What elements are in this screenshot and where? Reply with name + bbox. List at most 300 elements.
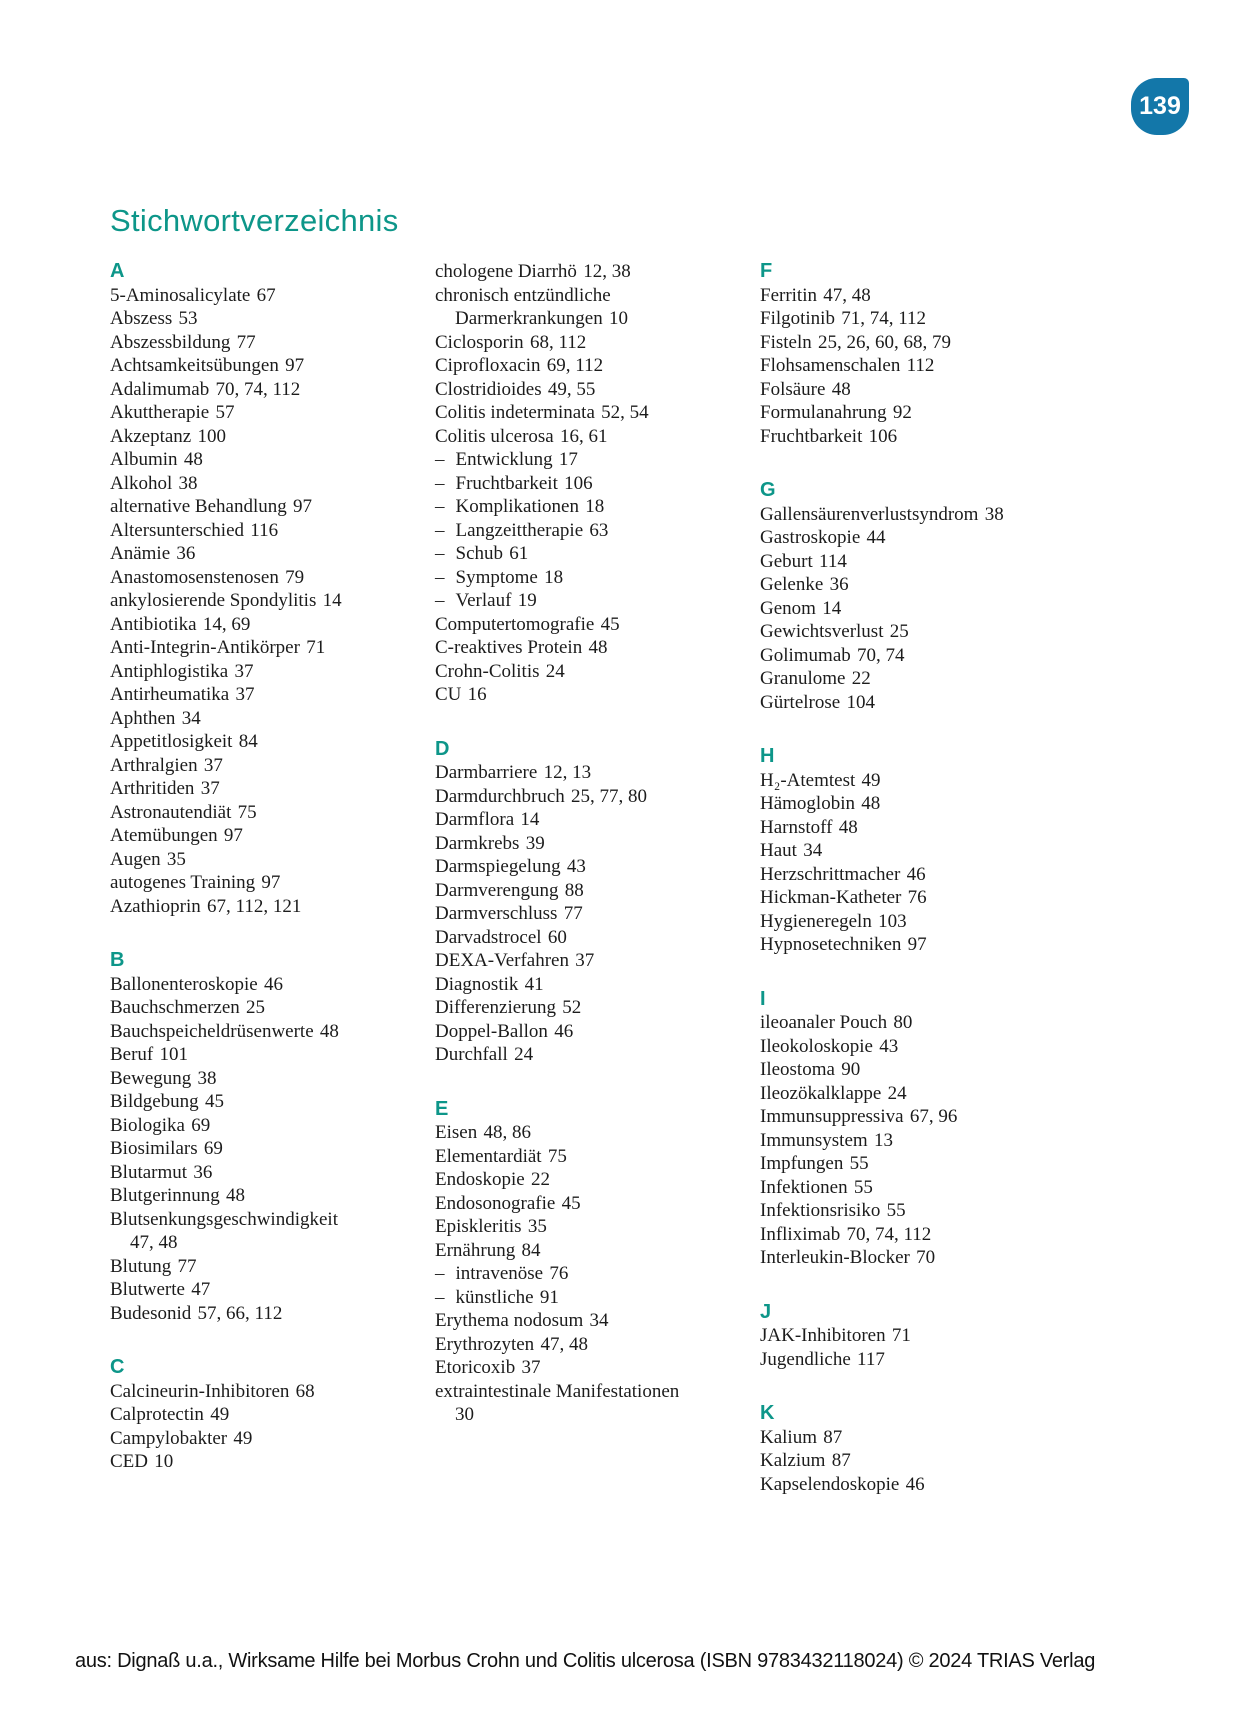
entry-page-numbers: 70, 74 [857,644,905,666]
entry-page-numbers: 70, 74, 112 [215,378,301,400]
index-entry [435,378,750,402]
index-entry [760,933,1075,957]
entry-term: chologene Diarrhö [435,261,577,282]
index-entry [760,378,1075,402]
entry-page-numbers: 69 [203,1138,223,1159]
entry-page-numbers: 88 [564,879,584,901]
entry-page-numbers: 38 [197,1067,217,1089]
index-entry [760,792,1075,816]
entry-term: Kapselendoskopie [760,1473,900,1495]
index-entry [760,644,1075,668]
entry-term: Flohsamenschalen [760,355,901,376]
entry-term: Anti-Integrin-Antikörper [110,637,300,658]
entry-page-numbers: 22 [851,668,871,689]
entry-term: Blutarmut [110,1161,188,1183]
entry-page-numbers: 49 [861,769,881,791]
index-entry [110,754,425,778]
entry-term: Crohn-Colitis [435,660,540,682]
index-entry [110,895,425,919]
entry-page-numbers: 16, 61 [560,425,608,447]
entry-term: Anastomosenstenosen [110,566,279,588]
entry-page-numbers: 43 [879,1035,899,1057]
index-entry [110,1278,425,1302]
entry-term: Gürtelrose [760,691,841,713]
entry-page-numbers: 70, 74, 112 [846,1223,932,1245]
index-entry [110,1067,425,1091]
index-subentry [435,448,750,472]
index-entry [110,472,425,496]
index-section-G [760,479,1075,714]
index-entry [110,1020,425,1044]
entry-page-numbers: 47, 48 [823,284,871,306]
entry-page-numbers: 10 [608,308,628,329]
entry-page-numbers: 117 [857,1348,885,1370]
entry-term: Kalium [760,1426,817,1448]
entry-page-numbers: 46 [906,863,926,885]
entry-page-numbers: 79 [285,566,305,588]
index-entry [435,636,750,660]
entry-page-numbers: 114 [819,550,847,572]
entry-term: Abszessbildung [110,331,231,353]
section-letter: B [110,949,125,971]
index-entry [110,1427,425,1451]
index-entry [435,1168,750,1192]
entry-page-numbers: 16 [467,684,487,705]
section-letter: H [760,745,775,767]
index-entry [435,761,750,785]
index-entry [110,566,425,590]
entry-page-numbers: 48, 86 [483,1122,531,1143]
index-entry [110,801,425,825]
entry-page-numbers: 92 [892,402,912,423]
index-entry [435,284,750,331]
entry-page-numbers: 60 [547,926,567,948]
section-letter: D [435,737,450,760]
index-entry [435,808,750,832]
subentry-dash-marker: – [435,496,445,517]
entry-term: DEXA-Verfahren [435,950,569,971]
index-entry [435,1121,750,1145]
index-entry [435,260,750,284]
entry-page-numbers: 100 [197,425,226,447]
index-entry [435,926,750,950]
index-columns [110,260,1075,1496]
entry-page-numbers: 47, 48 [540,1333,588,1355]
entry-page-numbers: 53 [178,308,198,329]
entry-term: Eisen [435,1122,478,1143]
entry-page-numbers: 25, 77, 80 [571,785,648,807]
entry-page-numbers: 97 [293,496,313,517]
entry-term: Interleukin-Blocker [760,1247,910,1268]
entry-page-numbers: 18 [544,566,564,588]
index-entry [110,1380,425,1404]
entry-term: Biologika [110,1114,185,1136]
entry-page-numbers: 24 [514,1044,534,1065]
index-entry [760,573,1075,597]
index-entry [760,1246,1075,1270]
index-subentry [435,542,750,566]
index-entry [110,683,425,707]
entry-term: Alkohol [110,472,173,494]
index-entry [110,378,425,402]
subentry-dash-marker: – [435,1286,445,1308]
entry-term: JAK-Inhibitoren [760,1325,886,1346]
entry-page-numbers: 37 [234,660,254,682]
entry-term: Anämie [110,543,171,564]
entry-term: H₂-Atemtest [760,769,856,791]
entry-page-numbers: 76 [549,1263,569,1284]
index-entry [110,495,425,519]
entry-page-numbers: 14 [520,809,540,830]
index-subentry [435,472,750,496]
entry-term: Komplikationen [455,496,579,517]
entry-term: Computertomografie [435,613,595,635]
entry-page-numbers: 84 [238,731,258,752]
entry-term: Endosonografie [435,1192,556,1214]
index-entry [435,832,750,856]
entry-page-numbers: 69 [191,1114,211,1136]
entry-page-numbers: 19 [517,590,537,611]
index-entry [760,1199,1075,1223]
entry-term: autogenes Training [110,872,256,893]
entry-page-numbers: 34 [181,707,201,729]
entry-term: ankylosierende Spondylitis [110,590,317,611]
index-entry [435,1380,750,1427]
entry-page-numbers: 37 [235,684,255,705]
index-subentry [435,566,750,590]
index-entry [760,401,1075,425]
index-entry [110,448,425,472]
entry-term: CED [110,1451,148,1472]
index-entry [110,871,425,895]
entry-term: Hickman-Katheter [760,887,902,908]
index-section-K [760,1402,1075,1496]
entry-term: Ciclosporin [435,331,524,353]
entry-term: Ileokoloskopie [760,1035,873,1057]
entry-term: Ciprofloxacin [435,355,541,376]
entry-term: Langzeittherapie [455,519,584,541]
entry-page-numbers: 101 [159,1044,189,1065]
entry-page-numbers: 106 [564,472,593,494]
entry-page-numbers: 63 [589,519,609,541]
entry-page-numbers: 71 [891,1325,911,1346]
entry-term: Verlauf [455,590,512,611]
section-letter: I [760,987,766,1010]
index-section-D [435,738,750,1067]
index-entry [435,1145,750,1169]
index-entry [110,401,425,425]
entry-term: Ballonenteroskopie [110,973,258,995]
index-entry [435,902,750,926]
entry-page-numbers: 12, 38 [583,261,631,282]
entry-page-numbers: 77 [177,1255,197,1277]
entry-page-numbers: 46 [554,1020,574,1042]
entry-term: ileoanaler Pouch [760,1012,888,1033]
index-entry [110,1255,425,1279]
entry-page-numbers: 35 [527,1216,547,1237]
entry-page-numbers: 112 [906,355,935,376]
index-entry [110,636,425,660]
index-entry [110,996,425,1020]
entry-page-numbers: 37 [203,754,223,776]
entry-term: Gewichtsverlust [760,621,884,642]
entry-term: Astronautendiät [110,801,232,823]
entry-page-numbers: 48 [226,1185,246,1206]
entry-term: Abszess [110,308,173,329]
entry-page-numbers: 25 [246,997,266,1018]
index-entry [110,777,425,801]
entry-page-numbers: 48 [831,378,851,400]
index-entry [110,542,425,566]
entry-page-numbers: 49 [233,1427,253,1449]
index-entry [760,620,1075,644]
entry-page-numbers: 17 [558,449,578,470]
entry-term: Arthralgien [110,754,198,776]
entry-term: Akuttherapie [110,402,210,423]
entry-term: Haut [760,840,797,861]
index-entry [110,589,425,613]
index-entry [435,785,750,809]
entry-term: CU [435,684,462,705]
index-entry [110,519,425,543]
entry-term: Schub [455,543,503,564]
entry-page-numbers: 97 [223,825,243,846]
entry-term: Antirheumatika [110,684,230,705]
entry-term: extraintestinale Manifestationen [435,1380,680,1402]
index-entry [760,667,1075,691]
entry-term: Altersunterschied [110,519,245,541]
entry-page-numbers: 24 [887,1082,907,1104]
index-entry [435,354,750,378]
entry-term: Antibiotika [110,613,197,635]
index-entry [435,949,750,973]
entry-term: Budesonid [110,1302,192,1324]
entry-page-numbers: 67, 96 [909,1106,958,1127]
entry-page-numbers: 57 [215,402,235,423]
index-entry [110,1090,425,1114]
entry-page-numbers: 97 [261,872,281,893]
index-section-H [760,745,1075,957]
index-section-F [760,260,1075,448]
entry-term: Diagnostik [435,973,519,995]
index-section-A [110,260,425,918]
index-entry [760,1176,1075,1200]
entry-term: Herzschrittmacher [760,863,901,885]
index-entry [435,1333,750,1357]
entry-page-numbers: 61 [509,543,529,564]
index-entry [760,1426,1075,1450]
entry-term: Blutung [110,1255,172,1277]
entry-page-numbers: 77 [563,903,583,924]
entry-term: Appetitlosigkeit [110,731,233,752]
entry-page-numbers: 70 [916,1247,936,1268]
entry-page-numbers: 67, 112, 121 [207,895,302,917]
entry-page-numbers: 14 [322,590,342,611]
index-section-I [760,988,1075,1270]
entry-term: Darmdurchbruch [435,785,565,807]
subentry-dash-marker: – [435,519,445,541]
entry-page-numbers: 41 [524,973,544,995]
entry-term: Erythrozyten [435,1333,535,1355]
entry-page-numbers: 14, 69 [202,613,251,635]
entry-term: Fruchtbarkeit [760,425,863,447]
entry-term: Bauchschmerzen [110,997,240,1018]
entry-page-numbers: 24 [545,660,565,682]
entry-page-numbers: 44 [866,527,886,548]
entry-term: Calprotectin [110,1404,204,1425]
entry-page-numbers: 37 [521,1357,541,1378]
entry-page-numbers: 43 [566,856,586,877]
entry-term: Ileostoma [760,1059,835,1080]
entry-term: Achtsamkeitsübungen [110,355,279,376]
entry-term: C-reaktives Protein [435,637,583,658]
entry-page-numbers: 104 [846,691,875,713]
entry-term: Darmflora [435,809,515,830]
entry-term: Hypnosetechniken [760,934,902,955]
index-entry [110,730,425,754]
entry-term: Elementardiät [435,1145,542,1167]
entry-page-numbers: 80 [893,1012,913,1033]
index-entry [110,1137,425,1161]
entry-page-numbers: 45 [561,1192,581,1214]
entry-term: Albumin [110,449,178,470]
entry-term: Antiphlogistika [110,660,229,682]
index-entry [435,331,750,355]
entry-page-numbers: 116 [250,519,279,541]
entry-term: Folsäure [760,378,826,400]
entry-term: Granulome [760,668,846,689]
entry-term: Darvadstrocel [435,926,542,948]
entry-page-numbers: 71 [306,637,326,658]
index-entry [110,331,425,355]
index-entry [110,824,425,848]
entry-term: Jugendliche [760,1348,851,1370]
index-entry [110,1208,425,1255]
entry-page-numbers: 12, 13 [543,762,592,783]
entry-term: Atemübungen [110,825,218,846]
entry-page-numbers: 47, 48 [130,1232,178,1253]
index-subentry [435,1286,750,1310]
index-entry [760,691,1075,715]
entry-page-numbers: 14 [822,597,842,619]
entry-term: Impfungen [760,1153,844,1174]
entry-page-numbers: 10 [154,1451,174,1472]
entry-page-numbers: 48 [588,637,608,658]
index-entry [760,526,1075,550]
entry-page-numbers: 55 [853,1176,873,1198]
entry-term: intravenöse [455,1263,544,1284]
entry-page-numbers: 77 [236,331,256,353]
entry-page-numbers: 75 [237,801,257,823]
entry-term: Ernährung [435,1239,516,1261]
entry-term: Arthritiden [110,778,195,799]
entry-term: chronisch entzündliche [435,284,611,306]
entry-term: Symptome [455,566,538,588]
entry-page-numbers: 25 [889,621,909,642]
index-entry [760,1035,1075,1059]
entry-term: Campylobakter [110,1427,228,1449]
index-entry [760,425,1075,449]
entry-term: Bauchspeicheldrüsenwerte [110,1020,314,1042]
subentry-dash-marker: – [435,449,445,470]
entry-page-numbers: 38 [984,503,1004,525]
entry-term: Immunsystem [760,1129,868,1151]
entry-page-numbers: 87 [823,1426,843,1448]
index-entry [760,1058,1075,1082]
entry-term: Genom [760,597,816,619]
index-entry [435,973,750,997]
section-letter: F [760,260,773,282]
entry-term: Bildgebung [110,1091,199,1112]
index-entry [110,284,425,308]
index-column-1 [110,260,425,1474]
entry-page-numbers: 46 [264,973,284,995]
entry-term: Darmverschluss [435,903,558,924]
entry-term: Doppel-Ballon [435,1020,548,1042]
entry-page-numbers: 48 [183,449,203,470]
entry-page-numbers: 36 [829,574,849,595]
index-entry [435,1192,750,1216]
index-entry [110,425,425,449]
entry-page-numbers: 97 [285,355,305,376]
section-letter: A [110,260,125,282]
index-entry [760,1473,1075,1497]
index-entry [110,848,425,872]
subentry-dash-marker: – [435,543,445,564]
page-number-badge: 139 [1131,78,1189,135]
entry-term: 5-Aminosalicylate [110,284,251,306]
entry-term: Blutwerte [110,1279,185,1300]
section-letter: J [760,1300,772,1323]
entry-page-numbers: 38 [178,472,198,494]
entry-term: Ileozökalklappe [760,1082,882,1104]
entry-term: Colitis ulcerosa [435,425,554,447]
entry-term: Calcineurin-Inhibitoren [110,1380,290,1402]
index-entry [760,1348,1075,1372]
index-entry [760,550,1075,574]
entry-term: Fisteln [760,331,812,353]
index-entry [760,331,1075,355]
index-column-2 [435,260,750,1427]
index-entry [760,503,1075,527]
index-entry [435,683,750,707]
entry-term: Gelenke [760,574,824,595]
entry-term: Biosimilars [110,1138,198,1159]
index-entry [110,973,425,997]
entry-page-numbers: 37 [200,778,220,799]
entry-term: Gastroskopie [760,527,861,548]
entry-term: Adalimumab [110,378,210,400]
entry-page-numbers: 48 [319,1020,339,1042]
entry-term: Durchfall [435,1044,508,1065]
index-entry [435,1215,750,1239]
index-subentry [435,495,750,519]
index-entry [760,1223,1075,1247]
index-subentry [435,1262,750,1286]
entry-term: Erythema nodosum [435,1310,584,1331]
index-subentry [435,519,750,543]
entry-page-numbers: 68 [295,1380,315,1402]
entry-term: Beruf [110,1044,154,1065]
index-entry [760,886,1075,910]
entry-page-numbers: 68, 112 [529,331,587,353]
entry-term: Ferritin [760,284,817,306]
index-entry [760,1324,1075,1348]
entry-term: Darmverengung [435,879,559,901]
entry-term: Blutgerinnung [110,1185,220,1206]
entry-page-numbers: 35 [166,848,186,870]
index-entry [435,855,750,879]
